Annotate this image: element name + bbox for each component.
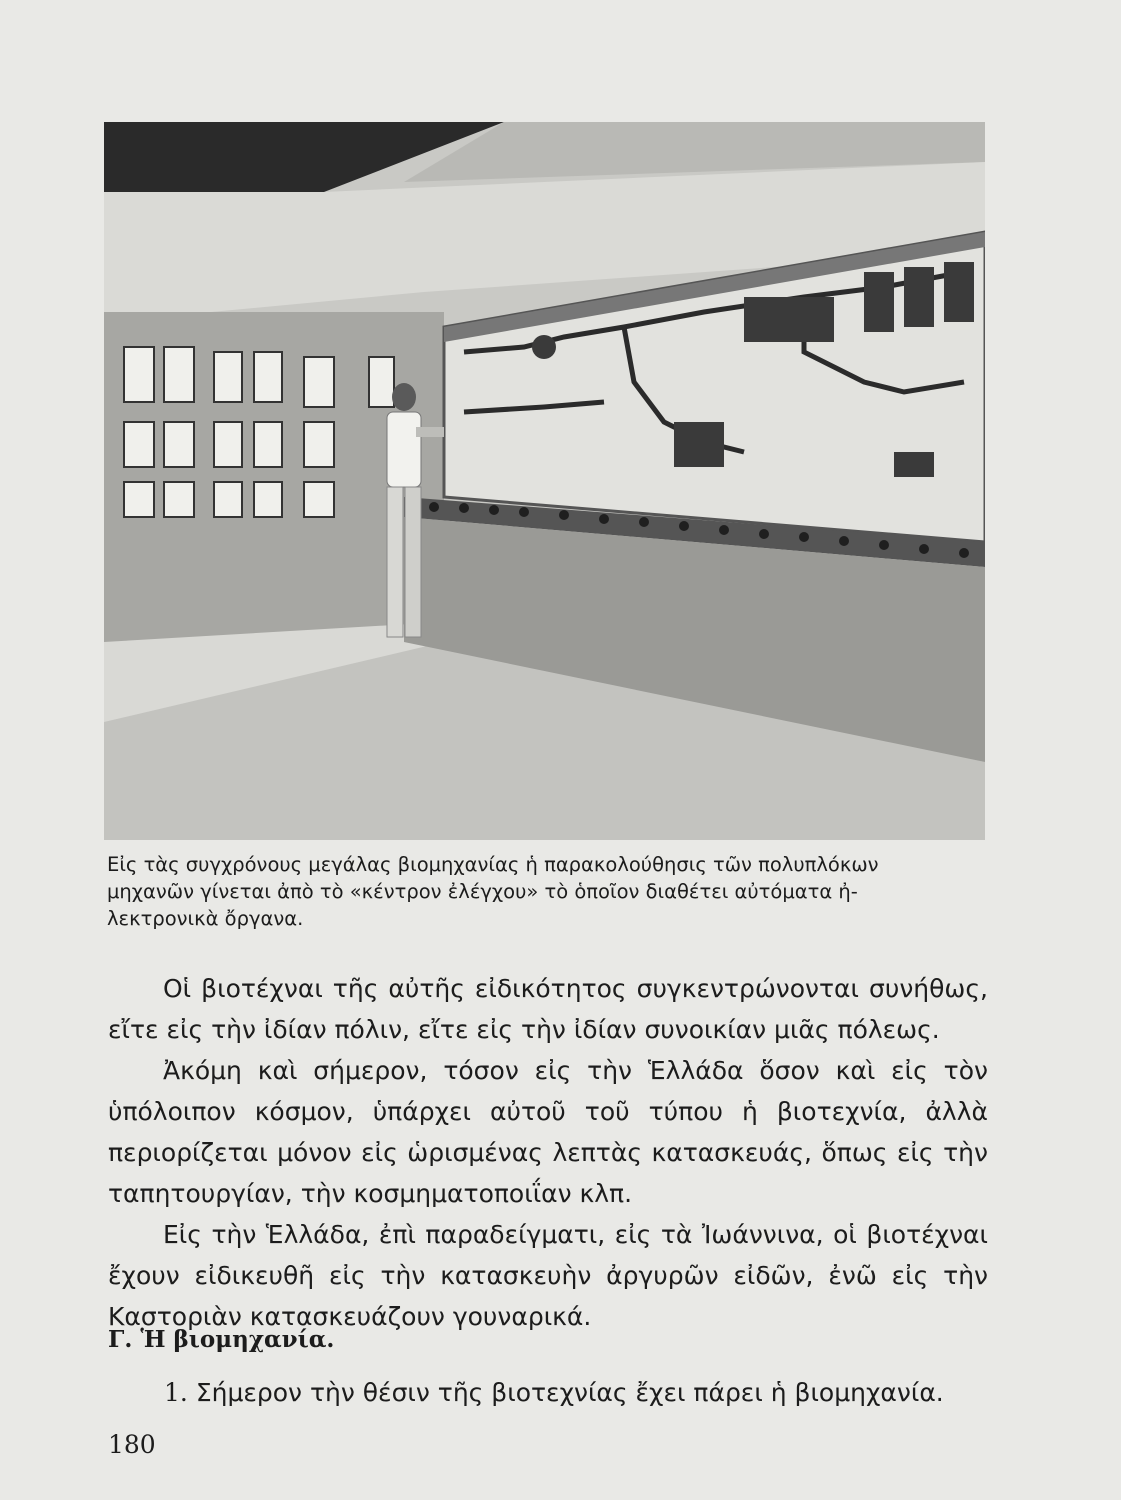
body-text	[108, 968, 988, 1337]
caption-line: μηχανῶν γίνεται ἀπὸ τὸ «κέντρον ἐλέγχου» τὸ ὁποῖον διαθέτει αὐτόματα ἠ-	[107, 880, 858, 903]
caption-line: λεκτρονικὰ ὄργανα.	[107, 907, 304, 930]
paragraph: Οἱ βιοτέχναι τῆς αὐτῆς εἰδικότητος συγκεντρώνονται συνήθως, εἴτε εἰς τὴν ἰδίαν πόλιν, εἴτε εἰς τὴν ἰδίαν συνοικίαν μιᾶς πόλεως.	[108, 974, 988, 1044]
page-number: 180	[108, 1430, 156, 1459]
control-room-photo	[104, 122, 985, 840]
photo-caption	[107, 851, 987, 932]
control-room-illustration	[104, 122, 985, 840]
numbered-item	[164, 1372, 994, 1413]
caption-line: Εἰς τὰς συγχρόνους μεγάλας βιομηχανίας ἡ παρακολούθησις τῶν πολυπλόκων	[107, 853, 879, 876]
paragraph: Εἰς τὴν Ἑλλάδα, ἐπὶ παραδείγματι, εἰς τὰ Ἰωάννινα, οἱ βιοτέχναι ἔχουν εἰδικευθῆ εἰς τὴν κατασκευὴν ἀργυρῶν εἰδῶν, ἐνῶ εἰς τὴν Καστοριὰν κατασκευάζουν γουναρικά.	[108, 1220, 988, 1331]
item-number: 1.	[164, 1378, 188, 1407]
item-text: Σήμερον τὴν θέσιν τῆς βιοτεχνίας ἔχει πάρει ἡ βιομηχανία.	[195, 1378, 944, 1407]
paragraph: Ἀκόμη καὶ σήμερον, τόσον εἰς τὴν Ἑλλάδα ὅσον καὶ εἰς τὸν ὑπόλοιπον κόσμον, ὑπάρχει αὐτοῦ τοῦ τύπου ἡ βιοτεχνία, ἀλλὰ περιορίζεται μόνον εἰς ὡρισμένας λεπτὰς κατασκευάς, ὅπως εἰς τὴν ταπητουργίαν, τὴν κοσμηματοποιΐαν κλπ.	[108, 1056, 988, 1208]
section-heading: Γ. Ἡ βιομηχανία.	[108, 1326, 335, 1353]
